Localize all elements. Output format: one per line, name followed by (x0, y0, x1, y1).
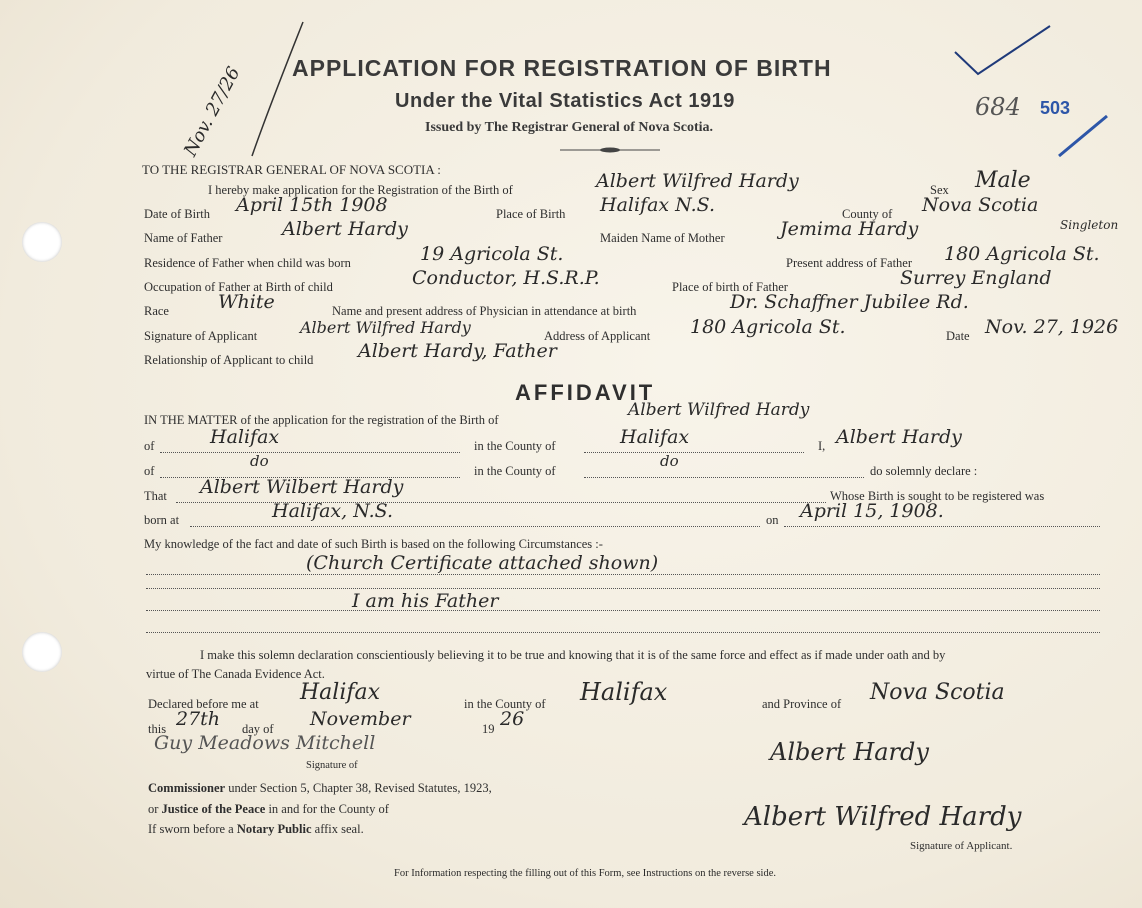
applicant-signature-1: Albert Hardy (770, 738, 929, 766)
ornament-divider (560, 147, 660, 153)
sig-applicant-label: Signature of Applicant (144, 329, 258, 343)
applicant-signature-2: Albert Wilfred Hardy (744, 802, 1022, 832)
declared-label: Declared before me at (148, 697, 259, 711)
stamp-number: 503 (1040, 98, 1071, 118)
occupation-label: Occupation of Father at Birth of child (144, 280, 333, 294)
commissioner-label: Commissioner (148, 781, 226, 795)
notary-text-2: affix seal. (314, 822, 364, 836)
knowledge-label: My knowledge of the fact and date of such Birth is based on the following Circumstances :- (144, 537, 603, 551)
addressee: TO THE REGISTRAR GENERAL OF NOVA SCOTIA : (142, 162, 441, 177)
father-value: Albert Hardy (282, 218, 408, 240)
form-subtitle: Under the Vital Statistics Act 1919 (395, 90, 735, 112)
province-label: and Province of (762, 697, 842, 711)
county-of-label: in the County of (464, 697, 546, 711)
sex-label: Sex (930, 183, 949, 197)
born-on-value: April 15, 1908. (800, 500, 944, 522)
signature-applicant-caption: Signature of Applicant. (910, 840, 1013, 852)
hand-number: 684 (975, 93, 1021, 121)
that-label: That (144, 489, 167, 503)
footer-info: For Information respecting the filling out of this Form, see Instructions on the reverse side. (394, 868, 777, 879)
of-value-2: do (250, 452, 269, 470)
commissioner-line (148, 781, 492, 796)
province-value: Nova Scotia (870, 680, 1005, 705)
father-pob-value: Surrey England (900, 267, 1052, 289)
present-address-label: Present address of Father (786, 256, 913, 270)
relationship-value: Albert Hardy, Father (358, 340, 557, 362)
in-county-label-2: in the County of (474, 464, 556, 478)
matter-label: IN THE MATTER of the application for the registration of the Birth of (144, 413, 499, 427)
county-value: Nova Scotia (922, 194, 1039, 216)
day-of-label: day of (242, 722, 274, 736)
checkmark-icon (950, 22, 1060, 82)
declaration-text: I make this solemn declaration conscientiously believing it to be true and knowing that it is of the same force and effect as if made under oath and by (200, 648, 946, 662)
this-label: this (148, 722, 167, 736)
i-label: I, (818, 439, 826, 453)
present-address-value: 180 Agricola St. (944, 243, 1100, 265)
race-label: Race (144, 304, 169, 318)
father-label: Name of Father (144, 231, 223, 245)
address-applicant-value: 180 Agricola St. (690, 316, 846, 338)
relationship-label: Relationship of Applicant to child (144, 353, 314, 367)
circumstance-2: I am his Father (352, 590, 499, 612)
born-at-value: Halifax, N.S. (272, 500, 394, 522)
physician-label: Name and present address of Physician in attendance at birth (332, 304, 637, 318)
address-applicant-label: Address of Applicant (544, 329, 651, 343)
father-pob-label: Place of birth of Father (672, 280, 788, 294)
residence-value: 19 Agricola St. (420, 243, 564, 265)
county-value-2: do (660, 452, 679, 470)
affidavit-heading: AFFIDAVIT (515, 380, 656, 405)
declaration-text-2: virtue of The Canada Evidence Act. (146, 667, 325, 681)
issued-by: Issued by The Registrar General of Nova Scotia. (425, 120, 714, 135)
pob-value: Halifax N.S. (600, 194, 715, 216)
whose-birth-label: Whose Birth is sought to be registered was (830, 489, 1045, 503)
form-title: APPLICATION FOR REGISTRATION OF BIRTH (292, 55, 832, 81)
mother-label: Maiden Name of Mother (600, 231, 725, 245)
of-label-2: of (144, 464, 155, 478)
race-value: White (218, 291, 275, 313)
intro-label: I hereby make application for the Registration of the Birth of (208, 183, 513, 197)
in-county-label-1: in the County of (474, 439, 556, 453)
dob-value: April 15th 1908 (236, 194, 388, 216)
or-label: or (148, 802, 159, 816)
year-prefix: 19 (482, 722, 495, 736)
jp-text: in and for the County of (268, 802, 389, 816)
declarant-value: Albert Hardy (836, 426, 962, 448)
signature-of-label: Signature of (306, 760, 358, 771)
residence-label: Residence of Father when child was born (144, 256, 351, 270)
mother-value: Jemima Hardy (780, 218, 919, 240)
blue-check-icon (1055, 112, 1115, 162)
day-value: 27th (176, 708, 221, 730)
born-at-label: born at (144, 513, 180, 527)
of-label-1: of (144, 439, 155, 453)
commissioner-signature: Guy Meadows Mitchell (154, 732, 376, 754)
commissioner-text: under Section 5, Chapter 38, Revised Statutes, 1923, (228, 781, 492, 795)
declared-place: Halifax (300, 680, 381, 705)
pob-label: Place of Birth (496, 207, 566, 221)
matter-name: Albert Wilfred Hardy (628, 400, 810, 420)
date-value: Nov. 27, 1926 (985, 316, 1119, 338)
that-value: Albert Wilbert Hardy (200, 476, 404, 498)
dob-label: Date of Birth (144, 207, 210, 221)
jp-label: Justice of the Peace (161, 802, 266, 816)
notary-line (148, 822, 364, 837)
notary-text-1: If sworn before a (148, 822, 234, 836)
physician-value: Dr. Schaffner Jubilee Rd. (730, 291, 969, 313)
child-name-value: Albert Wilfred Hardy (596, 170, 799, 192)
of-value-1: Halifax (210, 426, 280, 448)
punch-hole-bottom (22, 632, 62, 672)
county-label: County of (842, 207, 893, 221)
jp-line (148, 802, 389, 817)
margin-stroke (248, 20, 308, 160)
notary-label: Notary Public (236, 822, 312, 836)
year-value: 26 (500, 708, 525, 730)
sig-applicant-value: Albert Wilfred Hardy (300, 318, 471, 337)
circumstance-1: (Church Certificate attached shown) (306, 552, 659, 574)
mother-extra: Singleton (1060, 218, 1119, 232)
county-value-1: Halifax (620, 426, 690, 448)
declared-county: Halifax (580, 678, 668, 706)
punch-hole-top (22, 222, 62, 262)
date-label: Date (946, 329, 970, 343)
declare-label: do solemnly declare : (870, 464, 978, 478)
margin-note: Nov. 27/26 (180, 63, 245, 160)
occupation-value: Conductor, H.S.R.P. (412, 267, 600, 289)
on-label: on (766, 513, 779, 527)
sex-value: Male (975, 168, 1031, 193)
month-value: November (310, 708, 411, 730)
